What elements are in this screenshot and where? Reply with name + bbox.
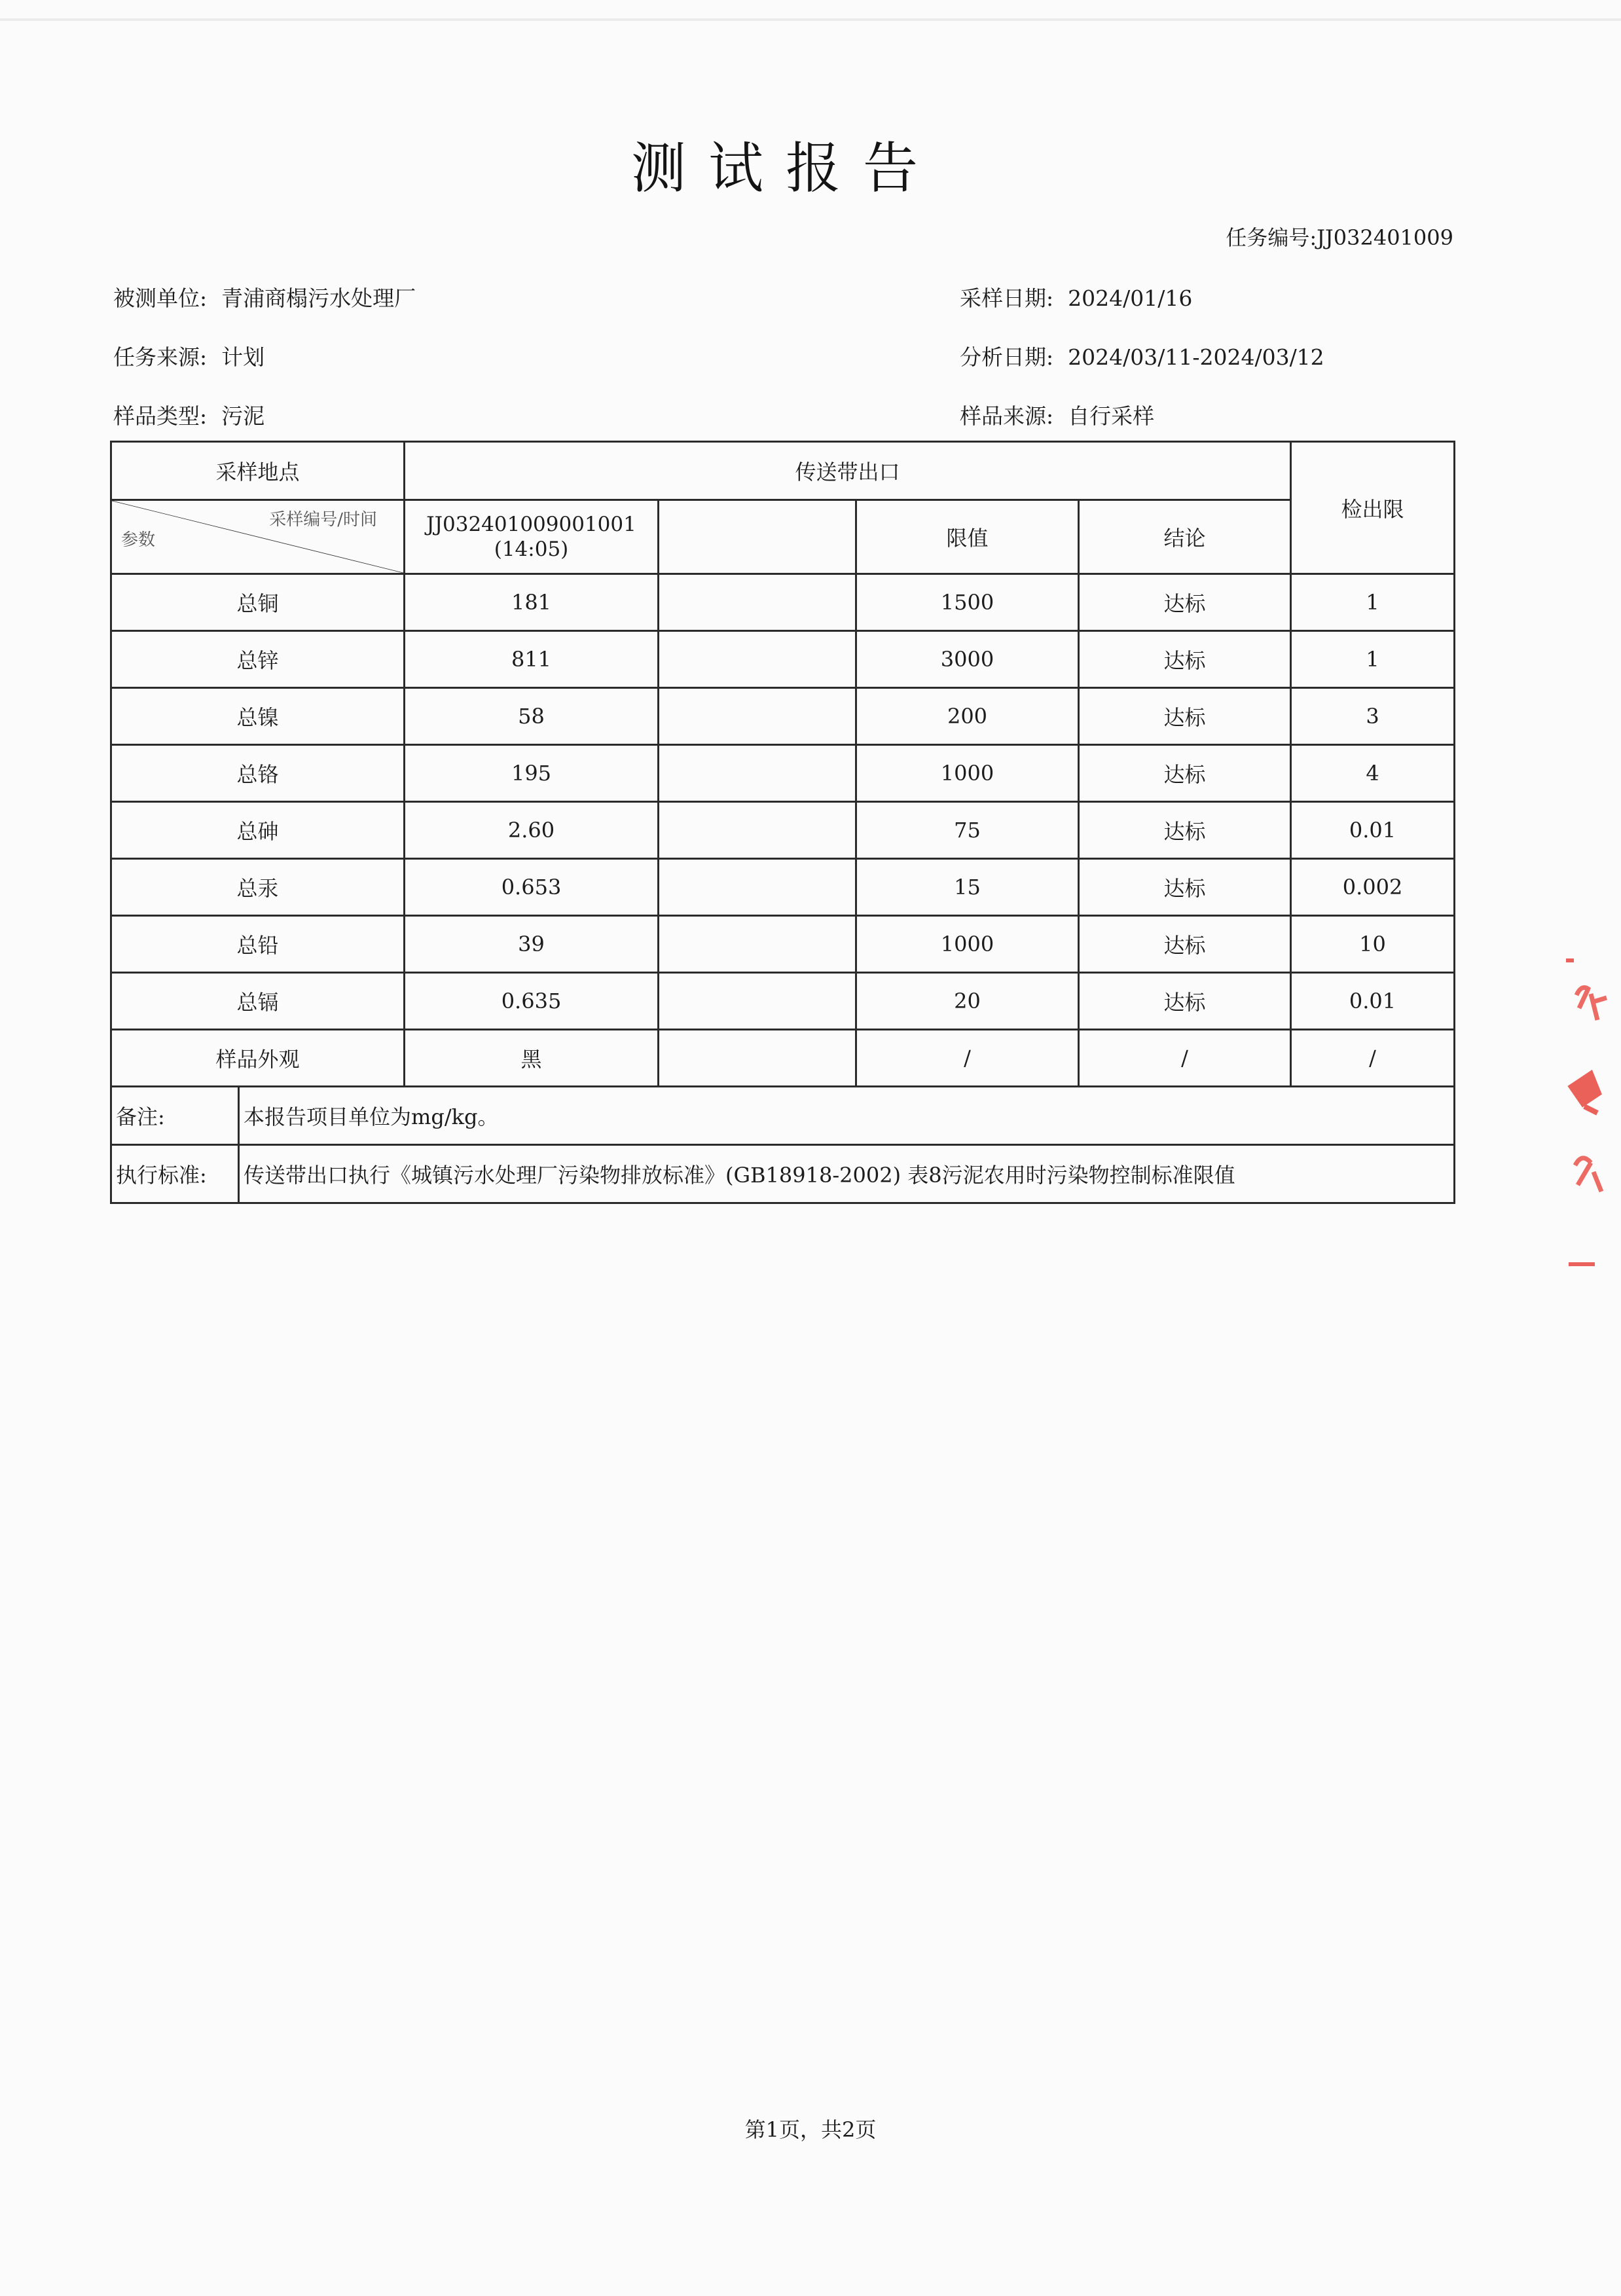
- standard-row: [111, 1145, 1455, 1203]
- analysis-date-value: 2024/03/11-2024/03/12: [1068, 344, 1324, 370]
- task-source-value: 计划: [221, 344, 265, 370]
- blank-cell: [659, 916, 856, 973]
- blank-cell: [659, 1030, 856, 1087]
- conclusion-cell: 达标: [1079, 745, 1291, 802]
- remark-text: 本报告项目单位为mg/kg。: [244, 1104, 499, 1129]
- sample-type: [113, 399, 264, 430]
- table-row: [111, 802, 1455, 859]
- conclusion-header: 结论: [1079, 500, 1291, 574]
- sample-type-label: 样品类型:: [113, 403, 208, 429]
- conclusion-cell: 达标: [1079, 574, 1291, 631]
- detection-limit-cell: 1: [1291, 574, 1455, 631]
- parameter-cell: 样品外观: [111, 1030, 405, 1087]
- detection-limit-header: 检出限: [1291, 442, 1455, 574]
- sample-source: [960, 399, 1154, 430]
- detection-limit-cell: 1: [1291, 631, 1455, 688]
- limit-header: 限值: [856, 500, 1079, 574]
- sample-id: JJ032401009001001: [426, 513, 636, 536]
- sampling-site-header: 采样地点: [111, 442, 405, 500]
- remark-label: 备注:: [112, 1087, 240, 1144]
- value-cell: 58: [405, 688, 659, 745]
- task-source-label: 任务来源:: [113, 344, 208, 370]
- table-row: [111, 859, 1455, 916]
- value-cell: 0.653: [405, 859, 659, 916]
- parameter-cell: 总铬: [111, 745, 405, 802]
- parameter-cell: 总铜: [111, 574, 405, 631]
- limit-cell: 20: [856, 973, 1079, 1030]
- table-header-row: [111, 442, 1455, 500]
- limit-cell: 1000: [856, 916, 1079, 973]
- page-number: 第1页，共2页: [744, 2117, 877, 2142]
- conclusion-cell: /: [1079, 1030, 1291, 1087]
- task-source: [113, 340, 264, 371]
- parameter-cell: 总镉: [111, 973, 405, 1030]
- detection-limit-cell: 10: [1291, 916, 1455, 973]
- conclusion-cell: 达标: [1079, 631, 1291, 688]
- value-cell: 黑: [405, 1030, 659, 1087]
- analysis-date: [960, 340, 1324, 371]
- limit-cell: 1500: [856, 574, 1079, 631]
- value-cell: 181: [405, 574, 659, 631]
- detection-limit-cell: /: [1291, 1030, 1455, 1087]
- sample-source-value: 自行采样: [1068, 403, 1155, 429]
- value-cell: 195: [405, 745, 659, 802]
- sampling-date: [960, 282, 1192, 312]
- blank-cell: [659, 631, 856, 688]
- site-name-header: 传送带出口: [405, 442, 1291, 500]
- limit-cell: 75: [856, 802, 1079, 859]
- detection-limit-cell: 0.01: [1291, 802, 1455, 859]
- detection-limit-cell: 3: [1291, 688, 1455, 745]
- tested-unit: [113, 282, 416, 312]
- blank-cell: [659, 973, 856, 1030]
- conclusion-cell: 达标: [1079, 859, 1291, 916]
- table-subheader-row: [111, 500, 1455, 574]
- table-row: [111, 973, 1455, 1030]
- sample-type-value: 污泥: [221, 403, 265, 429]
- limit-cell: /: [856, 1030, 1079, 1087]
- table-row: [111, 745, 1455, 802]
- analysis-date-label: 分析日期:: [960, 344, 1054, 370]
- value-cell: 39: [405, 916, 659, 973]
- table-row: [111, 916, 1455, 973]
- conclusion-cell: 达标: [1079, 802, 1291, 859]
- blank-cell: [659, 688, 856, 745]
- remark-row-wrap: [112, 1087, 1453, 1144]
- table-row: [111, 1030, 1455, 1087]
- parameter-cell: 总镍: [111, 688, 405, 745]
- sample-id-time-label: 采样编号/时间: [269, 510, 377, 530]
- value-cell: 0.635: [405, 973, 659, 1030]
- standard-label: 执行标准:: [112, 1146, 240, 1202]
- task-number: 任务编号:JJ032401009: [1226, 225, 1453, 250]
- blank-cell: [659, 745, 856, 802]
- red-seal-stamp: [1565, 956, 1617, 1270]
- detection-limit-cell: 0.002: [1291, 859, 1455, 916]
- parameter-cell: 总砷: [111, 802, 405, 859]
- blank-cell: [659, 859, 856, 916]
- parameter-cell: 总锌: [111, 631, 405, 688]
- sampling-date-label: 采样日期:: [960, 285, 1054, 311]
- limit-cell: 15: [856, 859, 1079, 916]
- detection-limit-cell: 0.01: [1291, 973, 1455, 1030]
- conclusion-cell: 达标: [1079, 916, 1291, 973]
- tested-unit-value: 青浦商榻污水处理厂: [221, 285, 416, 311]
- value-cell: 2.60: [405, 802, 659, 859]
- detection-limit-cell: 4: [1291, 745, 1455, 802]
- standard-text: 传送带出口执行《城镇污水处理厂污染物排放标准》(GB18918-2002) 表8污泥农用时污染物控制标准限值: [244, 1163, 1235, 1188]
- parameter-cell: 总铅: [111, 916, 405, 973]
- remark-row-cell: [111, 1087, 1455, 1145]
- conclusion-cell: 达标: [1079, 688, 1291, 745]
- results-table: [110, 441, 1455, 1204]
- sample-id-cell: [405, 500, 659, 574]
- blank-cell: [659, 574, 856, 631]
- table-row: [111, 631, 1455, 688]
- standard-row-wrap: [112, 1146, 1453, 1202]
- standard-row-cell: [111, 1145, 1455, 1203]
- sampling-date-value: 2024/01/16: [1068, 285, 1193, 311]
- blank-header-cell: [659, 500, 856, 574]
- limit-cell: 200: [856, 688, 1079, 745]
- parameter-label: 参数: [121, 530, 156, 550]
- report-title: 测试报告: [630, 136, 940, 200]
- limit-cell: 1000: [856, 745, 1079, 802]
- value-cell: 811: [405, 631, 659, 688]
- conclusion-cell: 达标: [1079, 973, 1291, 1030]
- table-row: [111, 688, 1455, 745]
- diagonal-header-cell: [111, 500, 405, 574]
- tested-unit-label: 被测单位:: [113, 285, 208, 311]
- limit-cell: 3000: [856, 631, 1079, 688]
- sample-source-label: 样品来源:: [960, 403, 1054, 429]
- remark-row: [111, 1087, 1455, 1145]
- table-row: [111, 574, 1455, 631]
- sample-time: (14:05): [494, 538, 569, 561]
- parameter-cell: 总汞: [111, 859, 405, 916]
- blank-cell: [659, 802, 856, 859]
- scan-top-edge: [0, 18, 1621, 21]
